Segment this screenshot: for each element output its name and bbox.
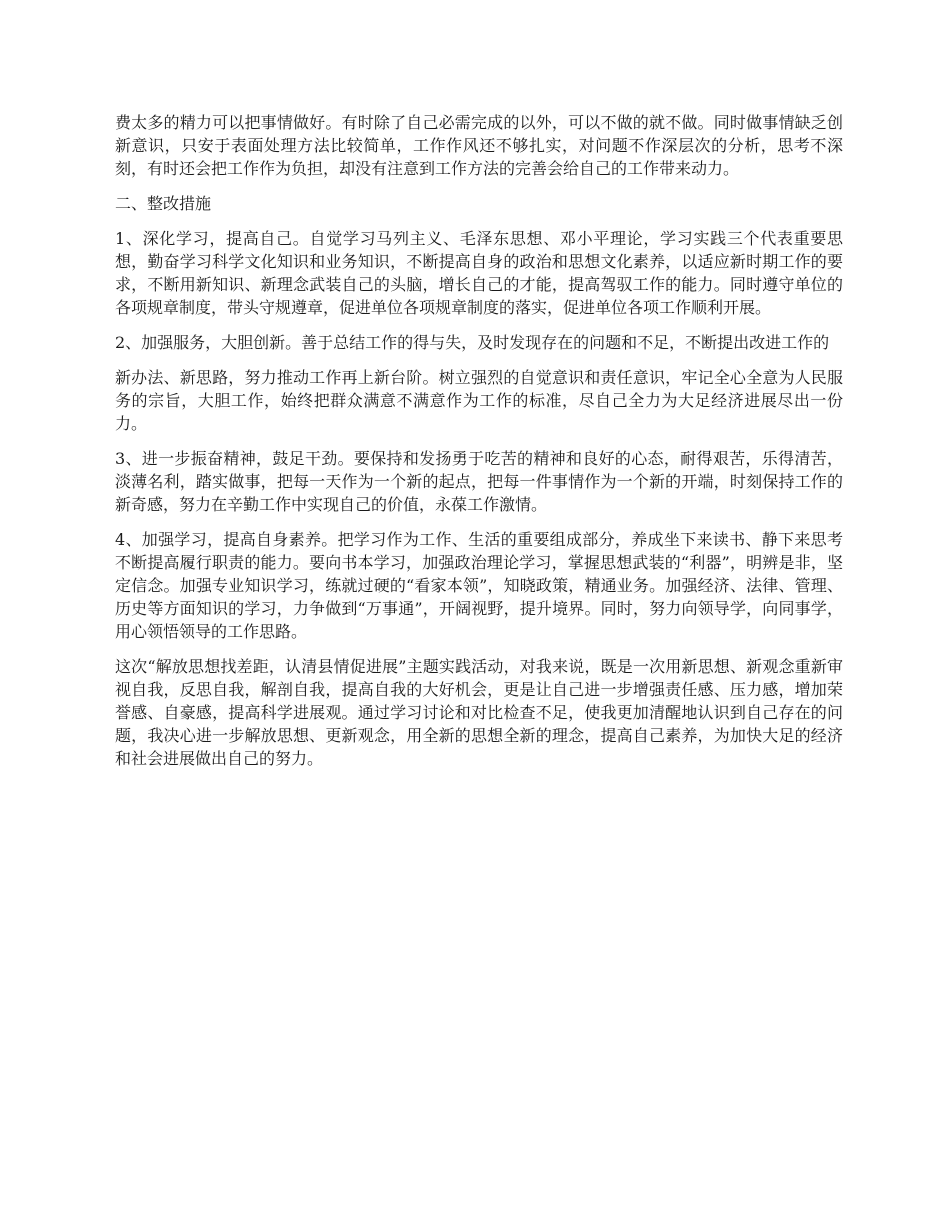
paragraph-measure-1: 1、深化学习，提高自己。自觉学习马列主义、毛泽东思想、邓小平理论，学习实践三个代表重要思想，勤奋学习科学文化知识和业务知识，不断提高自身的政治和思想文化素养，以适应新时期工作的要求，不断用新知识、新理念武装自己的头脑，增长自己的才能，提高驾驭工作的能力。同时遵守单位的各项规章制度，带头守规遵章，促进单位各项规章制度的落实，促进单位各项工作顺利开展。 [115, 229, 843, 317]
paragraph-measure-3: 3、进一步振奋精神，鼓足干劲。要保持和发扬勇于吃苦的精神和良好的心态，耐得艰苦，乐得清苦，淡薄名利，踏实做事，把每一天作为一个新的起点，把每一件事情作为一个新的开端，时刻保持工作的新奇感，努力在辛勤工作中实现自己的价值，永葆工作激情。 [115, 449, 843, 514]
document-body [115, 111, 843, 782]
paragraph-measure-2: 2、加强服务，大胆创新。善于总结工作的得与失，及时发现存在的问题和不足，不断提出改进工作的 [115, 333, 830, 352]
paragraph-measure-2-continued: 新办法、新思路，努力推动工作再上新台阶。树立强烈的自觉意识和责任意识，牢记全心全意为人民服务的宗旨，大胆工作，始终把群众满意不满意作为工作的标准，尽自己全力为大足经济进展尽出一份力。 [115, 368, 843, 433]
paragraph-conclusion: 这次“解放思想找差距，认清县情促进展”主题实践活动，对我来说，既是一次用新思想、新观念重新审视自我，反思自我，解剖自我，提高自我的大好机会，更是让自己进一步增强责任感、压力感，增加荣誉感、自豪感，提高科学进展观。通过学习讨论和对比检查不足，使我更加清醒地认识到自己存在的问题，我决心进一步解放思想、更新观念，用全新的思想全新的理念，提高自己素养，为加快大足的经济和社会进展做出自己的努力。 [115, 657, 843, 768]
paragraph-continuation: 费太多的精力可以把事情做好。有时除了自己必需完成的以外，可以不做的就不做。同时做事情缺乏创新意识，只安于表面处理方法比较简单，工作作风还不够扎实，对问题不作深层次的分析，思考不深刻，有时还会把工作作为负担，却没有注意到工作方法的完善会给自己的工作带来动力。 [115, 113, 843, 178]
section-heading: 二、整改措施 [115, 194, 212, 213]
paragraph-measure-4: 4、加强学习，提高自身素养。把学习作为工作、生活的重要组成部分，养成坐下来读书、静下来思考不断提高履行职责的能力。要向书本学习，加强政治理论学习，掌握思想武装的“利器”，明辨是非，坚定信念。加强专业知识学习，练就过硬的“看家本领”，知晓政策，精通业务。加强经济、法律、管理、历史等方面知识的学习，力争做到“万事通”，开阔视野，提升境界。同时，努力向领导学，向同事学，用心领悟领导的工作思路。 [115, 530, 843, 641]
